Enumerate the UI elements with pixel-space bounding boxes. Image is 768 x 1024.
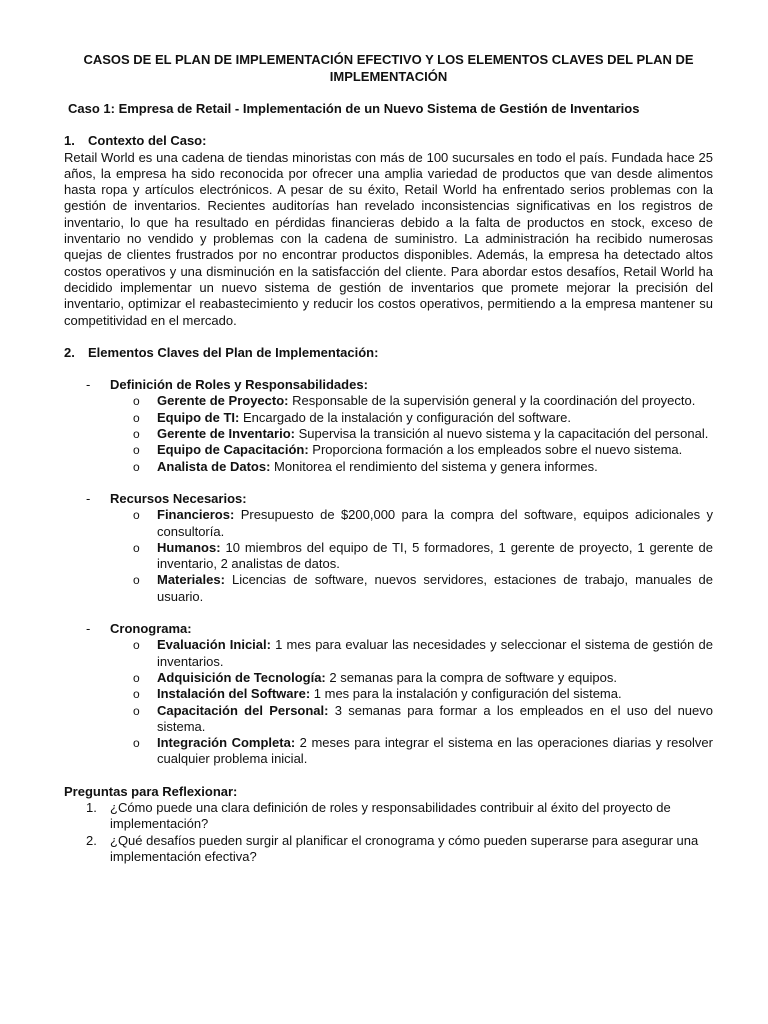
roles-heading xyxy=(86,377,713,393)
dash-marker: - xyxy=(86,490,91,506)
item-text: 3 semanas para formar a los empleados en el uso del nuevo sistema. xyxy=(157,702,713,734)
bullet-marker: o xyxy=(133,736,140,751)
schedule-list xyxy=(64,637,713,767)
section-1-title: Contexto del Caso: xyxy=(88,133,207,149)
context-paragraph: Retail World es una cadena de tiendas minoristas con más de 100 sucursales en todo el país. Fundada hace 25 años, la empresa ha sido reconocida por ofrecer una amplia variedad de productos que van desde alimentos hasta ropa y artículos electrónicos. A pesar de su éxito, Retail World ha enfrentado serios problemas con la gestión de inventarios. Recientes auditorías han revelado inconsistencias significativas en los registros de inventario, lo que ha resultado en pérdidas financieras debido a la falta de productos en stock, exceso de inventario no vendido y problemas con la cadena de suministro. La administración ha recibido numerosas quejas de clientes frustrados por no encontrar productos disponibles. Además, la empresa ha detectado altos costos operativos y una disminución en la satisfacción del cliente. Para abordar estos desafíos, Retail World ha decidido implementar un nuevo sistema de gestión de inventarios que promete mejorar la precisión del inventario, optimizar el reabastecimiento y reducir los costos operativos, permitiendo a la empresa mantener su competitividad en el mercado. xyxy=(64,149,713,328)
item-label: Gerente de Inventario: xyxy=(157,426,295,442)
question-number: 2. xyxy=(86,832,97,848)
list-item xyxy=(133,459,713,475)
roles-list xyxy=(64,393,713,474)
dash-marker: - xyxy=(86,621,91,637)
resources-heading xyxy=(86,491,713,507)
bullet-marker: o xyxy=(133,638,140,653)
dash-marker: - xyxy=(86,377,91,393)
bullet-marker: o xyxy=(133,427,140,442)
question-item xyxy=(86,800,713,833)
list-item xyxy=(133,540,713,573)
list-item xyxy=(133,572,713,605)
item-label: Analista de Datos: xyxy=(157,458,271,474)
item-label: Materiales: xyxy=(157,572,225,588)
list-item xyxy=(133,507,713,540)
item-label: Equipo de Capacitación: xyxy=(157,442,309,458)
bullet-marker: o xyxy=(133,508,140,523)
item-label: Financieros: xyxy=(157,507,235,523)
questions-list xyxy=(64,800,713,865)
questions-heading: Preguntas para Reflexionar: xyxy=(64,783,238,799)
document-title xyxy=(64,52,713,85)
list-item xyxy=(133,637,713,670)
section-1-heading xyxy=(64,133,713,149)
list-item xyxy=(133,670,713,686)
list-item xyxy=(133,442,713,458)
roles-block xyxy=(64,377,713,475)
bullet-marker: o xyxy=(133,703,140,718)
question-number: 1. xyxy=(86,799,97,815)
bullet-marker: o xyxy=(133,540,140,555)
question-text: ¿Qué desafíos pueden surgir al planificar el cronograma y cómo pueden superarse para asegurar una implementación efectiva? xyxy=(110,832,699,864)
item-text: Proporciona formación a los empleados sobre el nuevo sistema. xyxy=(308,442,683,458)
item-label: Gerente de Proyecto: xyxy=(157,393,289,409)
item-text: Encargado de la instalación y configuración del software. xyxy=(239,409,572,425)
item-label: Integración Completa: xyxy=(157,735,296,751)
title-line-1: CASOS DE EL PLAN DE IMPLEMENTACIÓN EFECTIVO Y LOS ELEMENTOS CLAVES DEL PLAN DE xyxy=(83,52,694,67)
resources-block xyxy=(64,491,713,605)
item-text: 2 meses para integrar el sistema en las operaciones diarias y resolver cualquier problema inicial. xyxy=(157,735,713,767)
resources-list xyxy=(64,507,713,605)
item-text: Responsable de la supervisión general y la coordinación del proyecto. xyxy=(288,393,696,409)
schedule-title: Cronograma: xyxy=(110,621,192,637)
bullet-marker: o xyxy=(133,410,140,425)
item-text: 1 mes para evaluar las necesidades y seleccionar el sistema de gestión de inventarios. xyxy=(157,637,713,669)
item-label: Equipo de TI: xyxy=(157,409,240,425)
bullet-marker: o xyxy=(133,459,140,474)
item-label: Capacitación del Personal: xyxy=(157,702,329,718)
case-title: Caso 1: Empresa de Retail - Implementación de un Nuevo Sistema de Gestión de Inventarios xyxy=(68,101,640,116)
bullet-marker: o xyxy=(133,394,140,409)
section-2-heading xyxy=(64,345,713,361)
list-item xyxy=(133,703,713,736)
section-1-number: 1. xyxy=(64,133,75,149)
schedule-block xyxy=(64,621,713,768)
item-label: Evaluación Inicial: xyxy=(157,637,271,653)
bullet-marker: o xyxy=(133,443,140,458)
item-text: 2 semanas para la compra de software y equipos. xyxy=(325,669,617,685)
roles-title: Definición de Roles y Responsabilidades: xyxy=(110,377,368,393)
bullet-marker: o xyxy=(133,573,140,588)
question-item xyxy=(86,833,713,866)
section-2-number: 2. xyxy=(64,344,75,360)
item-text: 1 mes para la instalación y configuración del sistema. xyxy=(310,686,622,702)
section-2-title: Elementos Claves del Plan de Implementación: xyxy=(88,344,379,360)
item-label: Instalación del Software: xyxy=(157,686,311,702)
list-item xyxy=(133,426,713,442)
list-item xyxy=(133,686,713,702)
schedule-heading xyxy=(86,621,713,637)
resources-title: Recursos Necesarios: xyxy=(110,490,247,506)
item-text: Licencias de software, nuevos servidores, estaciones de trabajo, manuales de usuario. xyxy=(157,572,713,604)
bullet-marker: o xyxy=(133,687,140,702)
item-text: 10 miembros del equipo de TI, 5 formadores, 1 gerente de proyecto, 1 gerente de inventario, 2 analistas de datos. xyxy=(157,539,713,572)
item-text: Monitorea el rendimiento del sistema y genera informes. xyxy=(270,458,598,474)
list-item xyxy=(133,393,713,409)
list-item xyxy=(133,410,713,426)
item-label: Adquisición de Tecnología: xyxy=(157,669,326,685)
item-label: Humanos: xyxy=(157,539,221,555)
list-item xyxy=(133,735,713,768)
bullet-marker: o xyxy=(133,670,140,685)
question-text: ¿Cómo puede una clara definición de roles y responsabilidades contribuir al éxito del proyecto de implementación? xyxy=(110,799,671,832)
item-text: Presupuesto de $200,000 para la compra del software, equipos adicionales y consultoría. xyxy=(157,507,713,539)
item-text: Supervisa la transición al nuevo sistema y la capacitación del personal. xyxy=(294,426,709,442)
title-line-2: IMPLEMENTACIÓN xyxy=(329,68,448,84)
